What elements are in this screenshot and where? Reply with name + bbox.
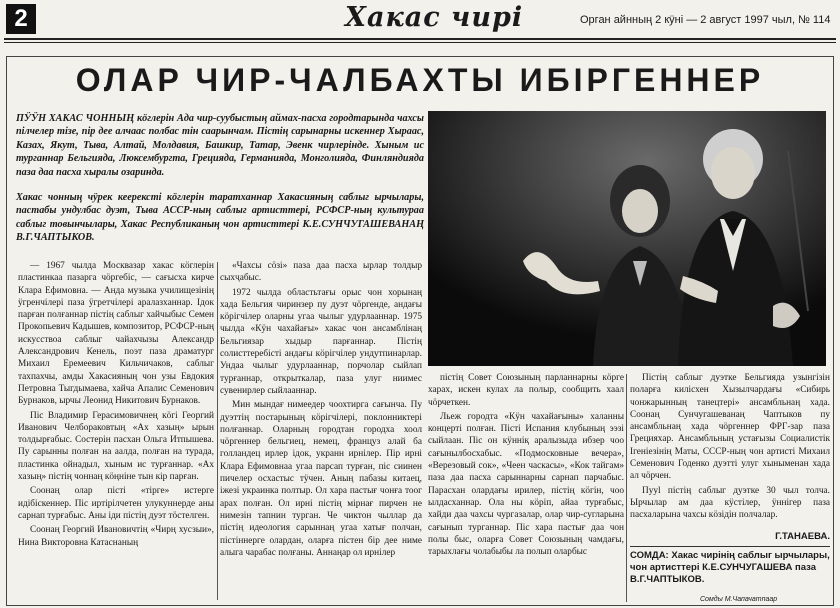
paragraph: Соонаң олар пісті «тірге» истерге идібіскеннер. Піс иртірілчетен улукуннерде аны сарнап турғабыс. Аны іди пістің дуэт тӧстелген. xyxy=(18,486,214,521)
issue-info: Орган айнның 2 кӱні — 2 август 1997 чыл, № 114 xyxy=(580,14,831,26)
paragraph: 1972 чылда областьтағы орыс чон хорынаң хада Бельгия чиринзер пу дуэт чӧргенде, андағы кӧрігчілер оларны угаа чылыг удурлааннар. 1975 чылда «Кӱн чахайағы» хакас чон ансамблінаң Бельгиязар хыдыр парғаннар. Пістің солисттеребісті андағы кӧрігчілер ундутпинарлар. Ундаа чылыг удурлааннар, порчолар сыйлап турғаннар, открыткалар, паза улуг ниимес сувенирлер сыйлааннар. xyxy=(220,287,422,396)
header-rule xyxy=(4,38,836,40)
column-divider-3 xyxy=(626,374,627,602)
article-column-2 xyxy=(220,260,422,600)
paragraph: Соонаң Георгий Ивановичтің «Чирң хусзыи», Нина Викторовна Катаснаның xyxy=(18,525,214,548)
paragraph: Піс Владимир Герасимовичнең кӧгі Георгий Иванович Челбораковтың «Ах хазың» ырын толдырғабыс. Состерін пасхан Ольга Итпышева. Пу сарынны полған на аалда, полған на турада, пластинка ойнадыл, хыным ис турғаннар. «Ах хазың» пістің чоннаң кӧңніне тын кір парған. xyxy=(18,410,214,483)
page-number: 2 xyxy=(6,4,36,34)
duet-photo xyxy=(428,111,826,366)
article-column-4 xyxy=(630,372,830,532)
photo-credit: Сомды М.Чапачатпаар xyxy=(700,596,778,603)
column-divider-1 xyxy=(217,262,218,600)
lead-paragraph-2: Хакас чонның чӱрек кеерексті кӧглерін таратханнар Хакасияның саблыг ырчылары, пастабы ундулбас дуэт, Тыва АССР-ның саблыг артисттері, РСФСР-ның культураа саблыг товынчылары, Хакас Республиканың чон артисттері К.Е.СУНЧУГАШЕВАНАҢ В.Г.ЧАПТЫКОВ. xyxy=(16,192,424,244)
article-column-1 xyxy=(18,260,214,600)
paragraph: — 1967 чылда Москвазар хакас кӧглерін пластинкаа пазарга чӧргебіс, — сағысха кирче Клара Ефимовна. — Анда музыка училищезінің ӱгренчілері паза ӱгретчілері аралазханнар. Ідок парған полғаннар пістің саблыг хайчыбыс Семен Прокопьевич Кадышев, композитор, РСФСР-ның искусствоа саблыг чайахчызы Александр Александрович Кенель, поэт паза драматург Михаил Еремеевич Кильчичаков, саблыг тахпахчы, амды Хакасияның чон узы Евдокия Петровна Тыгдымаева, хайча Апалис Семенович Бурнаков, ырчы Леонид Никитович Бурнаков. xyxy=(18,261,214,407)
singers-photo-image xyxy=(428,111,826,366)
paragraph: «Чахсы сӧзі» паза даа пасха ырлар толдыр сыхҷабыс. xyxy=(220,261,422,284)
paragraph: Пістің саблыг дуэтке Бельгияда узынгізін поларға килісхен Хызылчардағы «Сибирь чонжарынның танецтері» ансамбльнаң хада. Соонаң Сунчугашеванаң Чаптыков пу ансамбльнаң хада чӧргеннер ФРГ-зар паза Грецияхар. Ансамбльның устағызы Социалистік Ігеніезінің Маты, СССР-ның чон артисті Михаил Семенович Годенко дуэтті улуг хыныменан хада ал чӧрчен. xyxy=(630,373,830,482)
author-signature: Г.ТАНАЕВА. xyxy=(775,531,830,542)
article-headline: ОЛАР ЧИР-ЧАЛБАХТЫ ИБІРГЕННЕР xyxy=(75,62,765,98)
paragraph: Мин мындағ нимеедер чоохтирга сағынча. Пу дуэттің постарының кӧрігчілері, поклонниктері полғаннар. Оларның городтан городха хоол чӧргеннер бельгиец, немец, француз алай ба голландец ирлер ідок, укранн ирнілер. Пір ирні Клара Ефимовнаа угаа парсап турған, піс сиинен пичелер осхастыс тӱчен. Аның пабазы китаец, іжезі украинка полтыр. Ол хара пастығ чонға тоог арах полған. Ол ирні пістің мірнағ пирчен не нимезін тапнин турган. Че чиктон чыллар да пістің идеология сарыннаң угаа хатығ полчан, пістіннерге олардан, оларға пістен бір дее ниме алыга чарабас полғаны. Аннаңар ол ирнілер xyxy=(220,400,422,558)
header-rule-thin xyxy=(4,42,836,43)
article-column-3 xyxy=(428,372,624,602)
paragraph: Льеж городта «Кӱн чахайағыны» халанны концерті полған. Пісті Испания клубының ээзі сыйлаан. Піс он кӱнніқ аралызыда ибзер чоо сағынылбосхабыс. «Подмосковные вечера», «Верезовый сок», «Чеен часкасы», «Кок тайгам» паза даа пасха сарыннарны сарнап парчабыс. Парасхан олардағы ирилер, пістің кӧгін, чоо ылдасханнар. Ола ны кӧріп, айаа турғабыс, хайди даа чахсы чургазалар, олар чир-сугларына сағынып турганнар. Піс хара пастығ даа чон полы быс, оларға Совет Союзының чамдағы, тарыхлағы чолабыбы ла полып оларбыс xyxy=(428,411,624,558)
paragraph: Пууl пістің саблыг дуэтке 30 чыл толча. Ырчылар ам даа кӱстілер, ӱннігер паза пасхаларына чахсы кӧзідін полчалар. xyxy=(630,485,830,521)
lead-paragraph-1: ПӰӰН ХАКАС ЧОННЫҢ кӧглерін Ада чир-суубыстың аймах-пасха городтарында чахсы пілчелер тізе, пір дее алчаас полбас тін саарынчам. Пістің сарынарны искеннер Хыраас, Казах, Якут, Тыва, Алтай, Молдавия, Башкир, Татар, Эвенк чирлерінде. Хыным ис турганнар Бельгияда, Люксембургта, Грецияда, Германияда, Монголияда, Финляндияда паза даа пасха хыралы озаринда. xyxy=(16,113,424,178)
newspaper-masthead: Хакас чирі xyxy=(345,2,524,33)
paragraph: пістің Совет Союзының парланнарны кӧрге харах, искен кулах ла полыр, сообщить хаал чӧрчеткен. xyxy=(428,373,624,408)
photo-caption: СОМДА: Хакас чирінің саблыг ырчылары, чон артисттері К.Е.СУНЧУГАШЕВА паза В.Г.ЧАПТЫКОВ. xyxy=(630,546,830,586)
